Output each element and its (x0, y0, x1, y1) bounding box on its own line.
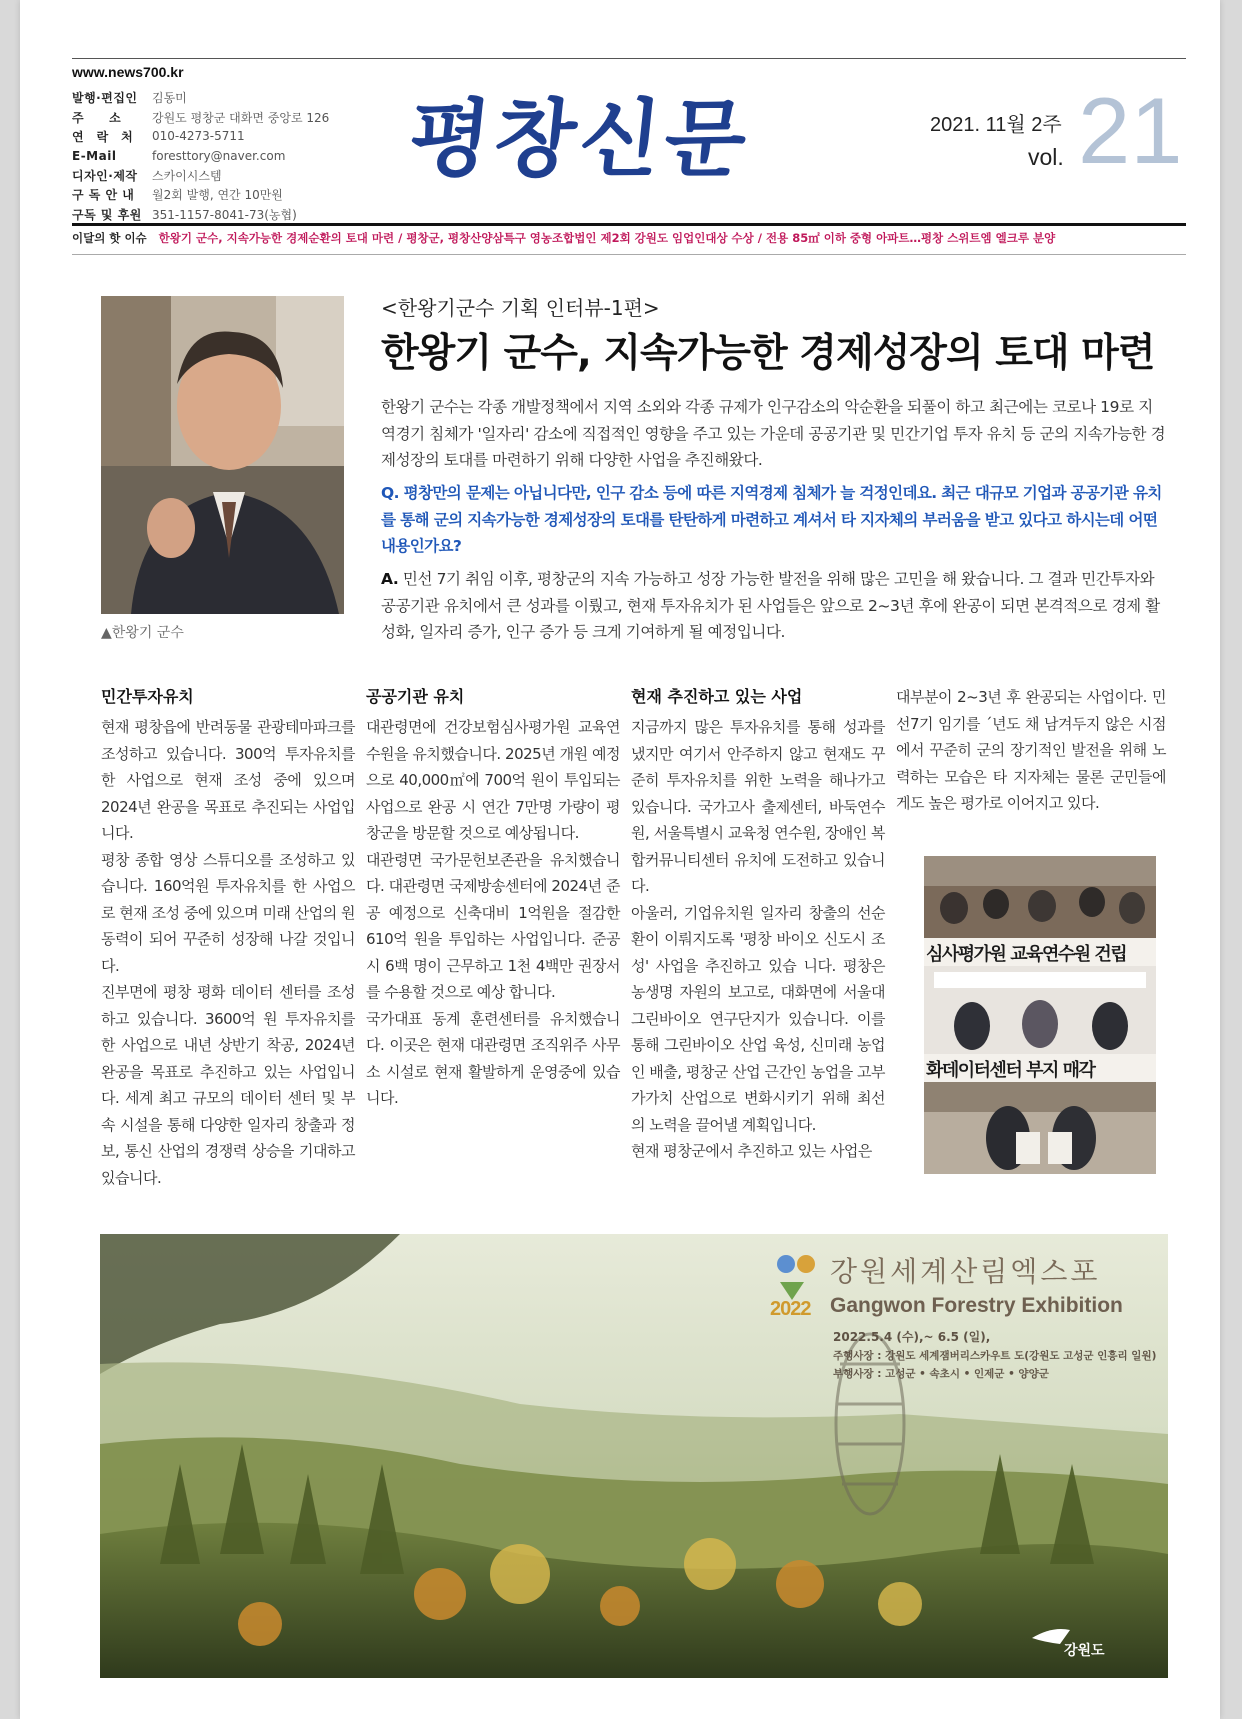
newspaper-logo: 평창신문 (404, 89, 756, 188)
site-url[interactable]: www.news700.kr (72, 64, 184, 80)
answer-prefix: A. (381, 570, 399, 588)
info-value: 강원도 평창군 대화면 중앙로 126 (152, 110, 330, 125)
interview-answer (381, 566, 1167, 646)
column-ongoing-projects (631, 684, 885, 1165)
portrait-illustration (101, 296, 344, 614)
ticker-label: 이달의 핫 이슈 (72, 231, 147, 245)
column-continued (896, 684, 1166, 817)
info-row (72, 107, 372, 126)
info-value: 스카이시스템 (152, 168, 222, 183)
column-private-investment (101, 684, 355, 1191)
info-value: 010-4273-5711 (152, 129, 245, 144)
info-value: 월2회 발행, 연간 10만원 (152, 188, 283, 203)
interview-question: Q. 평창만의 문제는 아닙니다만, 인구 감소 등에 따른 지역경제 침체가 늘 걱정인데요. 최근 대규모 기업과 공공기관 유치를 통해 군의 지속가능한 경제성장의 토대를 탄탄하게 마련하고 계셔서 타 지자체의 부러움을 받고 있다고 하시는데 어떤 내용인가요? (381, 484, 1162, 555)
event-photo-collage (924, 856, 1156, 1174)
info-row (72, 88, 372, 107)
info-label: 주 소 (72, 110, 122, 125)
newspaper-page (20, 0, 1220, 1719)
column-text: 대관령면에 건강보험심사평가원 교육연수원을 유치했습니다. 2025년 개원 예정으로 40,000㎡에 700억 원이 투입되는 사업으로 완공 시 연간 7만명 가량이 평창군을 방문할 것으로 예상됩니다. 대관령면 국가문헌보존관을 유치했습니다. 대관령면 국제방송센터에 2024년 준공 예정으로 신축대비 1억원을 절감한 610억 원을 투입하는 사업입니다. 준공 시 6백 명이 근무하고 1천 4백만 권장서를 수용할 것으로 예상 합니다. 국가대표 동계 훈련센터를 유치했습니다. 이곳은 현재 대관령면 조직위주 사무소 시설로 현재 활발하게 운영중에 있습니다. (366, 718, 620, 1107)
info-label: 발행·편집인 (72, 91, 138, 106)
issue-date: 2021. 11월 2주 (930, 114, 1062, 136)
column-title: 민간투자유치 (101, 687, 194, 706)
info-value: 김동미 (152, 91, 187, 106)
info-label: 구독 및 후원 (72, 207, 142, 222)
top-rule (72, 58, 1186, 59)
ticker-rule (72, 254, 1186, 255)
expo-title-korean: 강원세계산림엑스포 (830, 1255, 1101, 1288)
info-label: 연 락 처 (72, 129, 134, 144)
column-text: 지금까지 많은 투자유치를 통해 성과를 냈지만 여기서 안주하지 않고 현재도 꾸준히 투자유치를 위한 노력을 해나가고 있습니다. 국가고사 출제센터, 바둑연수원, 서울특별시 교육청 연수원, 장애인 복합커뮤니티센터 유치에 도전하고 있습니다. 아울러, 기업유치원 일자리 창출의 선순환이 이뤄지도록 '평창 바이오 신도시 조성' 사업을 추진하고 있습 니다. 평창은 농생명 자원의 보고로, 대화면에 서울대 그린바이오 연구단지가 있습니다. 이를 통해 그린바이오 산업 육성, 신미래 농업인 배출, 평창군 산업 근간인 농업을 고부가가치 산업으로 변화시키기 위해 최선의 노력을 끌어낼 계획입니다. 현재 평창군에서 추진하고 있는 사업은 (631, 718, 885, 1160)
info-label: 구 독 안 내 (72, 188, 135, 203)
volume-number: 21 (1078, 78, 1183, 183)
volume-label: vol. (1028, 144, 1064, 170)
expo-advertisement[interactable] (100, 1234, 1168, 1678)
column-text: 현재 평창읍에 반려동물 관광테마파크를 조성하고 있습니다. 300억 투자유치를 한 사업으로 현재 조성 중에 있으며 2024년 완공을 목표로 추진되는 사업입니다. 평창 종합 영상 스튜디오를 조성하고 있습니다. 160억원 투자유치를 한 사업으로 현재 조성 중에 있으며 미래 산업의 원동력이 되어 꾸준히 성장해 나갈 것입니다. 진부면에 평창 평화 데이터 센터를 조성하고 있습니다. 3600억 원 투자유치를 한 사업으로 내년 상반기 착공, 2024년 완공을 목표로 추진하고 있는 사업입니다. 세계 최고 규모의 데이터 센터 및 부속 시설을 통해 다양한 일자리 창출과 정보, 통신 산업의 경쟁력 상승을 기대하고 있습니다. (101, 718, 355, 1187)
sponsor-logo-text: 강원도 (1064, 1643, 1105, 1659)
masthead-rule (72, 223, 1186, 226)
collage-banner-2: 화데이터센터 부지 매각 (926, 1060, 1095, 1081)
info-label: 디자인·제작 (72, 168, 138, 183)
article-kicker: <한왕기군수 기획 인터뷰-1편> (381, 296, 660, 320)
mayor-portrait-photo (101, 296, 344, 614)
answer-text: 민선 7기 취임 이후, 평창군의 지속 가능하고 성장 가능한 발전을 위해 많은 고민을 해 왔습니다. 그 결과 민간투자와 공공기관 유치에서 큰 성과를 이뤘고, 현재 투자유치가 된 사업들은 앞으로 2~3년 후에 완공이 되면 본격적으로 경제 활성화, 일자리 증가, 인구 증가 등 크게 기여하게 될 예정입니다. (381, 570, 1160, 641)
info-row (72, 166, 372, 185)
expo-dates: 2022.5.4 (수),~ 6.5 (일), (833, 1330, 991, 1344)
expo-main-venue: 주행사장 : 강원도 세계잼버리스카우트 도(강원도 고성군 인흥리 일원) (833, 1350, 1157, 1362)
info-row (72, 204, 372, 223)
article-lead: 한왕기 군수는 각종 개발정책에서 지역 소외와 각종 규제가 인구감소의 악순환을 되풀이 하고 최근에는 코로나 19로 지역경기 침체가 '일자리' 감소에 직접적인 영향을 주고 있는 가운데 공공기관 및 민간기업 투자 유치 등 군의 지속가능한 경제성장의 토대를 마련하기 위해 다양한 사업을 추진해왔다. (381, 398, 1166, 469)
info-value: 351-1157-8041-73(농협) (152, 207, 297, 222)
photo-caption: ▲한왕기 군수 (101, 625, 184, 641)
collage-banner-1: 심사평가원 교육연수원 건립 (926, 944, 1127, 965)
article-headline: 한왕기 군수, 지속가능한 경제성장의 토대 마련 (381, 331, 1155, 376)
expo-title-english: Gangwon Forestry Exhibition (830, 1294, 1123, 1317)
column-text: 대부분이 2~3년 후 완공되는 사업이다. 민선7기 임기를 ´년도 채 남겨두지 않은 시점에서 꾸준히 군의 장기적인 발전을 위해 노력하는 모습은 타 지자체는 물론 군민들에게도 높은 평가로 이어지고 있다. (896, 688, 1166, 812)
collage-illustration (924, 856, 1156, 1174)
ticker-text[interactable]: 한왕기 군수, 지속가능한 경제순환의 토대 마련 / 평창군, 평창산양삼특구 영농조합법인 제2회 강원도 임업인대상 수상 / 전용 85㎡ 이하 중형 아파트…평창 스위트엠 엘크루 분양 (158, 231, 1056, 245)
expo-sub-venue: 부행사장 : 고성군 • 속초시 • 인제군 • 양양군 (833, 1368, 1049, 1380)
info-value: foresttory@naver.com (152, 148, 286, 163)
info-label: E-Mail (72, 148, 117, 163)
info-row (72, 127, 372, 146)
expo-year-logo: 2022 (770, 1298, 811, 1320)
info-row (72, 185, 372, 204)
column-public-institutions (366, 684, 620, 1112)
column-title: 공공기관 유치 (366, 687, 465, 706)
info-row (72, 146, 372, 165)
publisher-info (72, 88, 372, 224)
hot-issue-ticker (72, 230, 1055, 246)
column-title: 현재 추진하고 있는 사업 (631, 687, 803, 706)
